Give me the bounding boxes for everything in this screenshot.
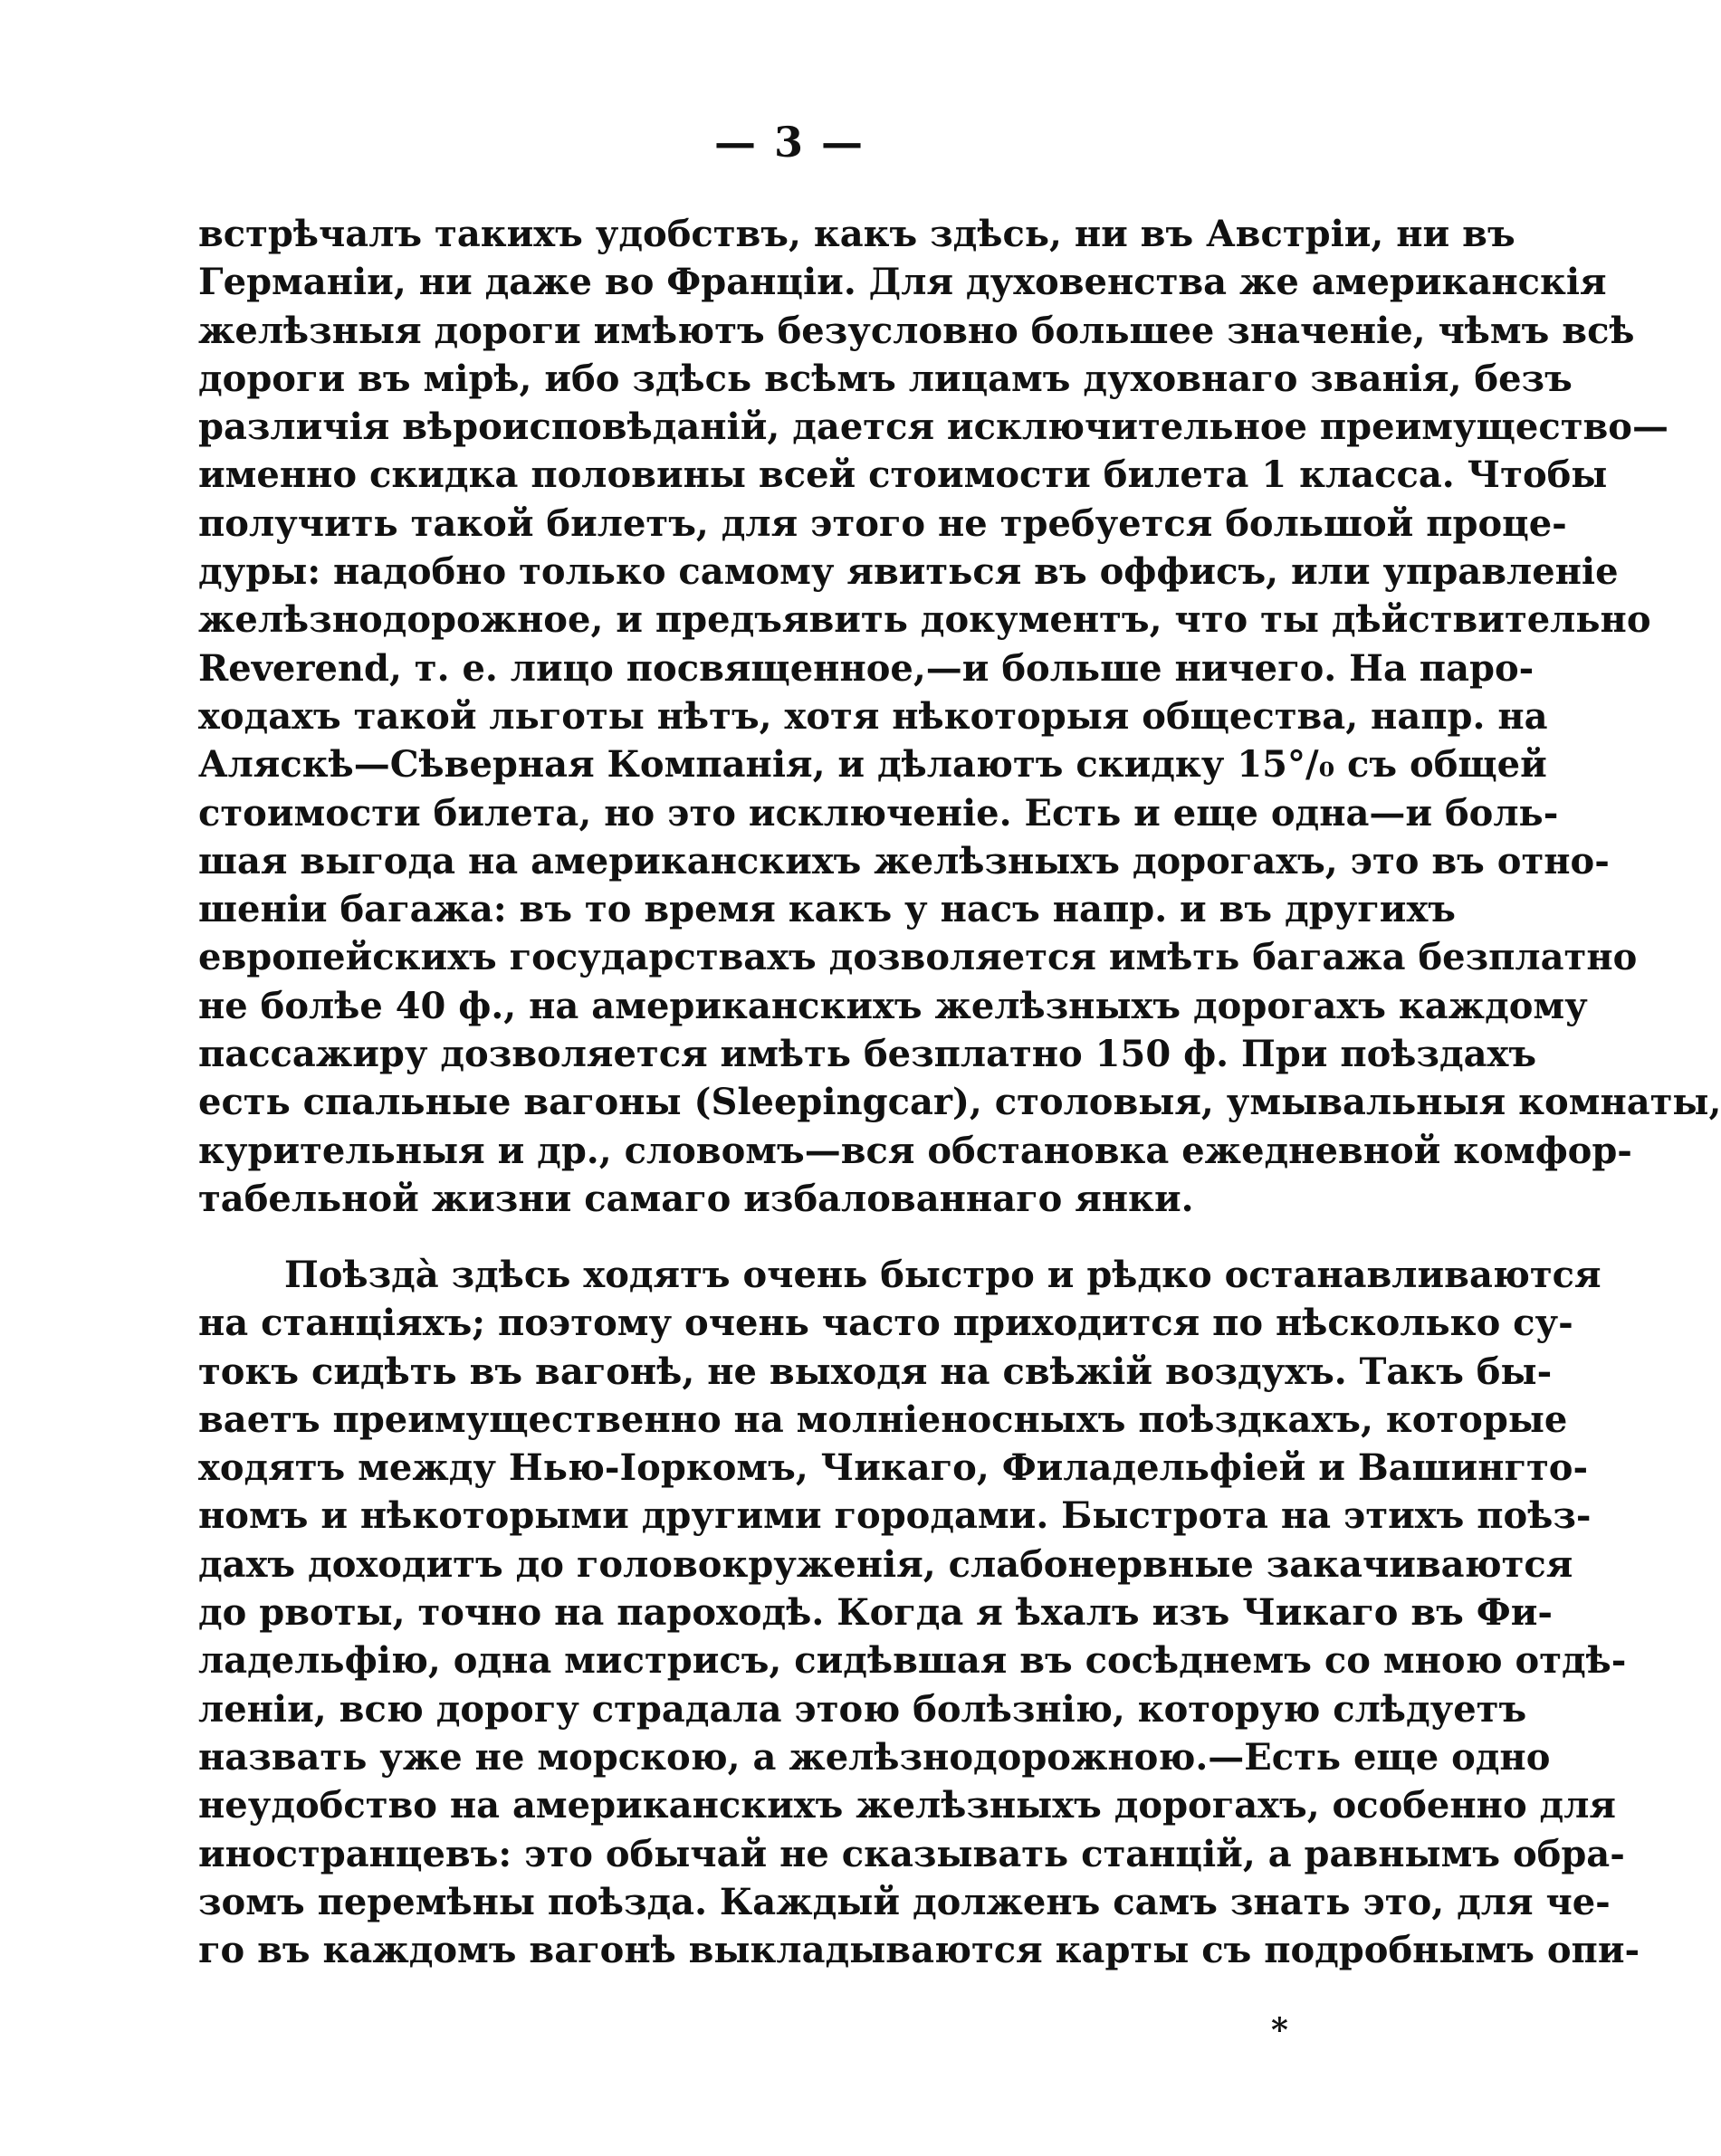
text-line: ходахъ такой льготы нѣтъ, хотя нѣкоторыя общества, напр. на	[198, 694, 1548, 738]
text-line: шая выгода на американскихъ желѣзныхъ дорогахъ, это въ отно-	[198, 839, 1610, 882]
text-line: иностранцевъ: это обычай не сказывать станцій, а равнымъ обра-	[198, 1832, 1625, 1875]
text-line: номъ и нѣкоторыми другими городами. Быстрота на этихъ поѣз-	[198, 1494, 1592, 1538]
text-line: Аляскѣ—Сѣверная Компанія, и дѣлаютъ скидку 15°/₀ съ общей	[198, 743, 1547, 787]
paragraph-1	[198, 210, 1721, 1223]
text-line: дороги въ мірѣ, ибо здѣсь всѣмъ лицамъ духовнаго званія, безъ	[198, 357, 1573, 400]
text-line: ходятъ между Нью-Іоркомъ, Чикаго, Филадельфіей и Вашингто-	[198, 1446, 1589, 1490]
text-line: ладельфію, одна мистрисъ, сидѣвшая въ сосѣднемъ со мною отдѣ-	[198, 1639, 1627, 1683]
text-line: европейскихъ государствахъ дозволяется имѣть багажа безплатно	[198, 936, 1638, 979]
text-line: зомъ перемѣны поѣзда. Каждый долженъ самъ знать это, для че-	[198, 1880, 1611, 1923]
text-line: леніи, всю дорогу страдала этою болѣзнію, которую слѣдуетъ	[198, 1687, 1527, 1731]
text-line: различія вѣроисповѣданій, дается исключительное преимущество—	[198, 405, 1668, 449]
text-line: именно скидка половины всей стоимости билета 1 класса. Чтобы	[198, 453, 1608, 497]
text-line: Германіи, ни даже во Франціи. Для духовенства же американскія	[198, 261, 1607, 304]
text-line: Reverend, т. е. лицо посвященное,—и больше ничего. На паро-	[198, 646, 1535, 690]
footnote-mark: *	[1271, 2011, 1288, 2049]
text-line: есть спальные вагоны (Sleepingcar), столовыя, умывальныя комнаты,	[198, 1081, 1721, 1124]
text-line: дуры: надобно только самому явиться въ оффисъ, или управленіе	[198, 550, 1619, 594]
text-line: встрѣчалъ такихъ удобствъ, какъ здѣсь, ни въ Австріи, ни въ	[198, 213, 1515, 255]
text-line: стоимости билета, но это исключеніе. Есть и еще одна—и боль-	[198, 791, 1559, 835]
text-line: получить такой билетъ, для этого не требуется большой проце-	[198, 501, 1567, 545]
text-line: не болѣе 40 ф., на американскихъ желѣзныхъ дорогахъ каждому	[198, 984, 1588, 1027]
text-line: желѣзныя дороги имѣютъ безусловно большее значеніе, чѣмъ всѣ	[198, 309, 1635, 352]
text-line: неудобство на американскихъ желѣзныхъ дорогахъ, особенно для	[198, 1784, 1616, 1827]
text-line: го въ каждомъ вагонѣ выкладываются карты съ подробнымъ опи-	[198, 1929, 1640, 1972]
text-line: желѣзнодорожное, и предъявить документъ, что ты дѣйствительно	[198, 598, 1651, 642]
text-line: дахъ доходитъ до головокруженія, слабонервные закачиваются	[198, 1542, 1573, 1586]
text-line: шеніи багажа: въ то время какъ у насъ напр. и въ другихъ	[198, 888, 1456, 931]
page-number: — 3 —	[713, 118, 865, 167]
text-line: ваетъ преимущественно на молніеносныхъ поѣздкахъ, которые	[198, 1398, 1568, 1441]
text-line: Поѣздà здѣсь ходятъ очень быстро и рѣдко останавливаются	[284, 1254, 1601, 1296]
text-line: курительныя и др., словомъ—вся обстановка ежедневной комфор-	[198, 1129, 1632, 1172]
text-line: назвать уже не морскою, а желѣзнодорожною.—Есть еще одно	[198, 1735, 1551, 1779]
text-line: табельной жизни самаго избалованнаго янки.	[198, 1177, 1194, 1220]
text-line: токъ сидѣть въ вагонѣ, не выходя на свѣжій воздухъ. Такъ бы-	[198, 1350, 1553, 1393]
text-line: пассажиру дозволяется имѣть безплатно 150 ф. При поѣздахъ	[198, 1033, 1537, 1076]
text-line: до рвоты, точно на пароходѣ. Когда я ѣхалъ изъ Чикаго въ Фи-	[198, 1591, 1553, 1635]
paragraph-2	[198, 1251, 1640, 1974]
text-line: на станціяхъ; поэтому очень часто приходится по нѣсколько су-	[198, 1302, 1573, 1345]
